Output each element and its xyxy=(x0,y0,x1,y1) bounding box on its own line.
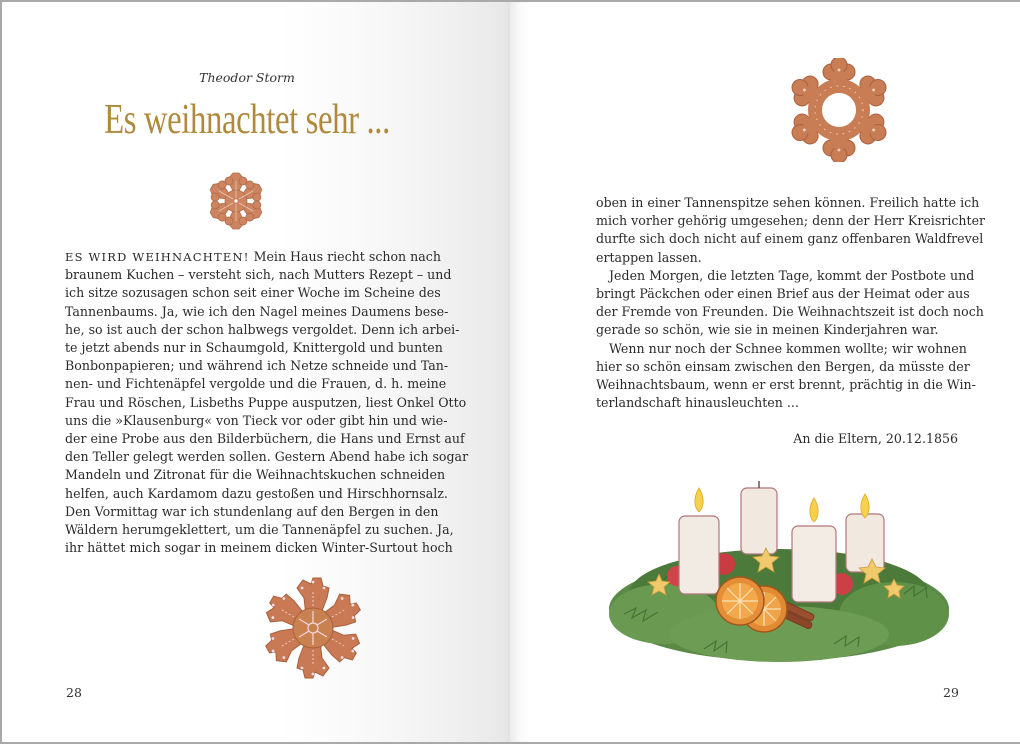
text-line: ich sitze sozusagen schon seit einer Woche im Scheine des xyxy=(65,285,441,301)
text-line: Weihnachtsbaum, wenn er erst brennt, prächtig in die Win- xyxy=(596,377,976,393)
text-line: der eine Probe aus den Bilderbüchern, die Hans und Ernst auf xyxy=(65,431,465,447)
gingerbread-snowflake-iced-icon xyxy=(256,576,370,680)
page-number-left: 28 xyxy=(66,685,82,700)
text-line: Wenn nur noch der Schnee kommen wollte; wir wohnen xyxy=(609,340,967,356)
text-line: Mandeln und Zitronat für die Weihnachtskuchen schneiden xyxy=(65,467,446,483)
text-line: terlandschaft hinausleuchten ... xyxy=(596,395,799,411)
text-line: Bonbonpapieren; und während ich Netze schneide und Tan- xyxy=(65,358,449,374)
text-line: Jeden Morgen, die letzten Tage, kommt der Postbote und xyxy=(609,267,975,283)
text-line: uns die »Klausenburg« von Tieck vor oder gibt hin und wie- xyxy=(65,412,448,428)
text-line: gerade so schön, wie sie in meinen Kinderjahren war. xyxy=(596,322,939,338)
gingerbread-snowflake-icon xyxy=(202,170,270,232)
chapter-title: Es weihnachtet sehr ... xyxy=(104,97,390,143)
text-line: Tannenbaums. Ja, wie ich den Nagel meines Daumens bese- xyxy=(65,303,449,319)
text-line: durfte sich doch nicht auf einem ganz offenbaren Waldfrevel xyxy=(596,231,984,247)
advent-wreath-icon xyxy=(604,474,954,674)
text-line: nen- und Fichtenäpfel vergolde und die Frauen, d. h. meine xyxy=(65,376,447,392)
text-line: bringt Päckchen oder einen Brief aus der Heimat oder aus xyxy=(596,286,970,302)
lead-in-caps: ES WIRD WEIHNACHTEN! xyxy=(65,250,250,264)
text-line: braunem Kuchen – versteht sich, nach Mutters Rezept – und xyxy=(65,267,452,283)
text-line: mich vorher gehörig umgesehen; denn der Herr Kreisrichter xyxy=(596,213,986,229)
left-page xyxy=(2,2,510,742)
text-line: ihr hättet mich sogar in meinem dicken Winter-Surtout hoch xyxy=(65,540,453,556)
text-line: ertappen lassen. xyxy=(596,249,702,265)
text-line: te jetzt abends nur in Schaumgold, Knittergold und bunten xyxy=(65,340,443,356)
text-line: hier so schön einsam zwischen den Bergen, da müsste der xyxy=(596,358,970,374)
page-number-right: 29 xyxy=(943,685,959,700)
body-text-left xyxy=(65,248,469,557)
text-line: Den Vormittag war ich stundenlang auf den Bergen in den xyxy=(65,503,439,519)
text-line: den Teller gelegt werden sollen. Gestern Abend habe ich sogar xyxy=(65,449,469,465)
right-page xyxy=(510,2,1020,742)
author-name: Theodor Storm xyxy=(199,70,295,85)
body-text-right xyxy=(596,194,986,412)
text-line: ES WIRD WEIHNACHTEN! Mein Haus riecht schon nach xyxy=(65,249,441,264)
gingerbread-ring-icon xyxy=(784,58,894,162)
text-line: helfen, auch Kardamom dazu gestoßen und Hirschhornsalz. xyxy=(65,485,448,501)
text-line: he, so ist auch der schon halbwegs vergoldet. Denn ich arbei- xyxy=(65,321,460,337)
text-line: der Fremde von Freunden. Die Weihnachtszeit ist doch noch xyxy=(596,304,984,320)
letter-signature: An die Eltern, 20.12.1856 xyxy=(793,431,958,446)
text-line: oben in einer Tannenspitze sehen können. Freilich hatte ich xyxy=(596,195,980,210)
text-line: Wäldern herumgeklettert, um die Tannenäpfel zu suchen. Ja, xyxy=(65,522,454,538)
text-line: Frau und Röschen, Lisbeths Puppe ausputzen, liest Onkel Otto xyxy=(65,394,467,410)
